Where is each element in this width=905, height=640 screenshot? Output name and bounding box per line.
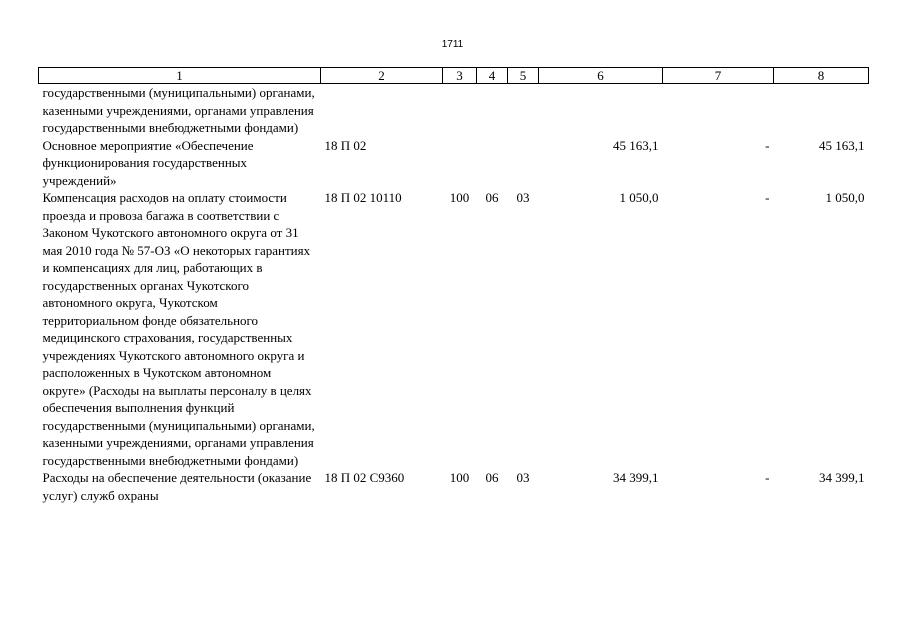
row-col8: 45 163,1 [819, 137, 865, 153]
row-col3 [443, 137, 477, 190]
table-header-row [39, 68, 869, 84]
row-code: 18 П 02 С9360 [324, 470, 405, 485]
column-header-6: 6 [539, 68, 663, 84]
row-name: государственными (муниципальными) органами, казенными учреждениями, органами управления государственными внебюджетными фондами) [42, 85, 315, 135]
column-header-4: 4 [477, 68, 508, 84]
row-col8: 34 399,1 [819, 470, 865, 485]
row-name: Основное мероприятие «Обеспечение функционирования государственных учреждений» [42, 137, 254, 188]
row-code: 18 П 02 [324, 137, 367, 153]
row-col5 [508, 84, 539, 137]
row-col5: 03 [516, 190, 530, 205]
table-row [39, 84, 869, 137]
row-col7: - [765, 190, 770, 205]
table-row [39, 189, 869, 469]
row-col4 [477, 84, 508, 137]
column-header-5: 5 [508, 68, 539, 84]
row-code: 18 П 02 10110 [324, 190, 402, 205]
column-header-2: 2 [321, 68, 443, 84]
row-name: Расходы на обеспечение деятельности (оказание услуг) служб охраны [42, 470, 312, 503]
row-col5 [508, 137, 539, 190]
table-row [39, 469, 869, 504]
row-col4: 06 [485, 470, 499, 485]
row-col6: 1 050,0 [619, 190, 659, 205]
row-col4: 06 [485, 190, 499, 205]
row-col4 [477, 137, 508, 190]
column-header-7: 7 [663, 68, 774, 84]
row-col6 [539, 84, 663, 137]
row-col8: 1 050,0 [825, 190, 865, 205]
row-col8 [774, 84, 869, 137]
column-header-3: 3 [443, 68, 477, 84]
row-name: Компенсация расходов на оплату стоимости проезда и провоза багажа в соответствии с Законом Чукотского автономного округа от 31 мая 2010 года № 57-ОЗ «О некоторых гарантиях и компенсациях для лиц, работающих в государственных органах Чукотского автономного округа, Чукотском территориальном фонде обязательного медицинского страхования, государственных учреждениях Чукотского автономного округа и расположенных в Чукотском автономном округе» (Расходы на выплаты персоналу в целях обеспечения выполнения функций государственными (муниципальными) органами, казенными учреждениями, органами управления государственными внебюджетными фондами) [42, 190, 315, 468]
page-number: 1711 [441, 39, 464, 50]
row-col7 [663, 84, 774, 137]
row-col3 [443, 84, 477, 137]
row-col3: 100 [449, 190, 470, 205]
row-col6: 45 163,1 [613, 137, 659, 153]
budget-table [38, 67, 869, 504]
row-col7: - [765, 137, 770, 153]
row-code [321, 84, 443, 137]
row-col6: 34 399,1 [613, 470, 659, 485]
table-row [39, 137, 869, 190]
row-col5: 03 [516, 470, 530, 485]
row-col7: - [765, 470, 770, 485]
row-col3: 100 [449, 470, 470, 485]
column-header-1: 1 [39, 68, 321, 84]
column-header-8: 8 [774, 68, 869, 84]
